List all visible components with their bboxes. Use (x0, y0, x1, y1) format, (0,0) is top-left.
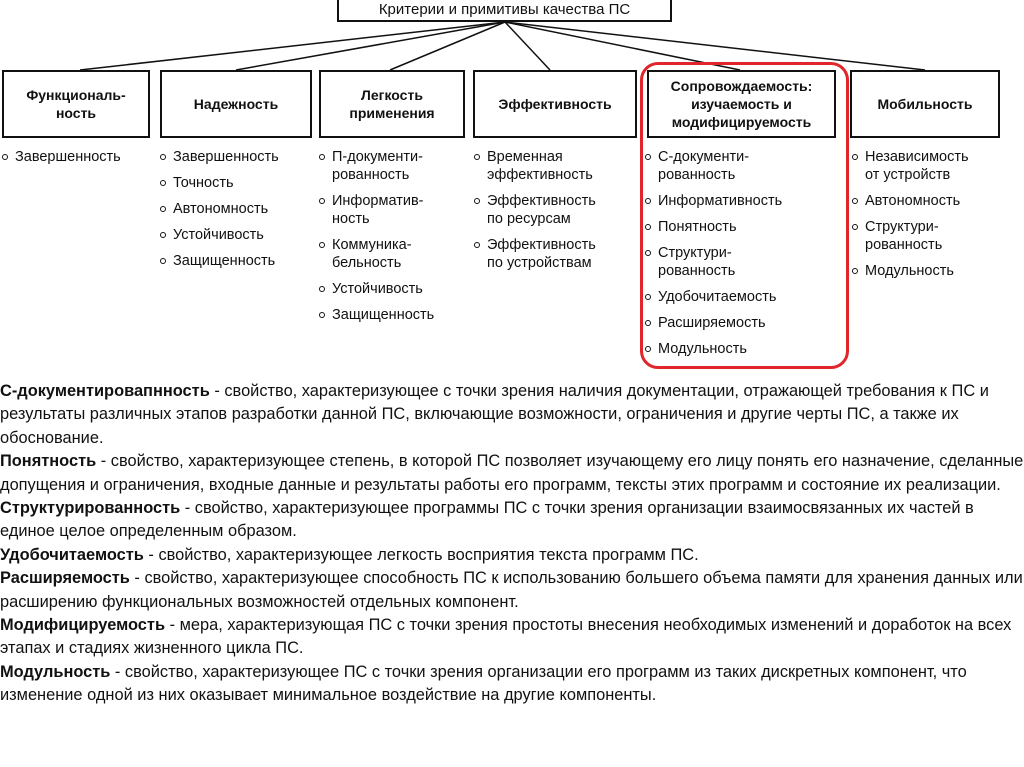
definition-paragraph (0, 450, 1024, 497)
definition-paragraph (0, 380, 1024, 450)
list-item-label: Расширяемость (658, 315, 766, 331)
list-item-label: Понятность (658, 219, 737, 235)
list-item-label: Модульность (658, 341, 747, 357)
bullet-icon (474, 242, 480, 248)
category-ease-of-use: Легкость применения (319, 70, 465, 138)
bullet-icon (160, 232, 166, 238)
list-item-label: Завершенность (15, 149, 121, 165)
list-item (645, 288, 782, 306)
bullet-icon (852, 268, 858, 274)
list-item (474, 148, 596, 184)
list-item-label: Временная эффективность (487, 149, 593, 183)
list-item (319, 148, 434, 184)
definition-paragraph (0, 614, 1024, 661)
bullet-icon (474, 198, 480, 204)
bullet-icon (319, 198, 325, 204)
list-item-label: Завершенность (173, 149, 279, 165)
definition-text: - мера, характеризующая ПС с точки зрения простоты внесения необходимых изменений и доработок на всех этапах и стадиях жизненного цикла ПС. (0, 616, 1012, 658)
definition-term: Модульность (0, 662, 111, 681)
category-functionality: Функциональ- ность (2, 70, 150, 138)
list-item (160, 226, 279, 244)
bullet-icon (645, 320, 651, 326)
definition-text: - свойство, характеризующее степень, в которой ПС позволяет изучающему его лицу понять его назначение, сделанные допущения и ограничения, входные данные и результаты работы его программ, тексты этих программ и состояние их реализации. (0, 452, 1024, 494)
bullet-icon (645, 198, 651, 204)
bullet-icon (474, 154, 480, 160)
list-item-label: Автономность (865, 193, 961, 209)
bullet-icon (160, 154, 166, 160)
list-item (645, 340, 782, 358)
list-item-label: Автономность (173, 201, 269, 217)
list-item-label: Коммуника- бельность (332, 237, 412, 271)
list-efficiency (474, 148, 596, 280)
list-item (319, 306, 434, 324)
list-item-label: Удобочитаемость (658, 289, 777, 305)
list-item (319, 192, 434, 228)
list-item-label: Защищенность (173, 253, 276, 269)
list-item-label: Устойчивость (173, 227, 264, 243)
definitions-block (0, 380, 1024, 708)
bullet-icon (645, 250, 651, 256)
definition-text: - свойство, характеризующее программы ПС с точки зрения организации взаимосвязанных их частей в единое целое определенным образом. (0, 499, 974, 541)
list-item (319, 280, 434, 298)
definition-text: - свойство, характеризующее легкость восприятия текста программ ПС. (143, 545, 699, 564)
definition-paragraph (0, 567, 1024, 614)
definition-term: Понятность (0, 452, 97, 471)
list-item-label: Информатив- ность (332, 193, 424, 227)
root-criteria-box: Критерии и примитивы качества ПС (337, 0, 672, 22)
list-item (852, 192, 969, 210)
list-item (474, 236, 596, 272)
list-item-label: Защищенность (332, 307, 435, 323)
list-item (160, 252, 279, 270)
list-item (160, 174, 279, 192)
list-item-label: Точность (173, 175, 234, 191)
bullet-icon (319, 312, 325, 318)
bullet-icon (319, 242, 325, 248)
bullet-icon (2, 154, 8, 160)
list-item-label: Информативность (658, 193, 783, 209)
category-efficiency: Эффективность (473, 70, 637, 138)
list-item (645, 314, 782, 332)
bullet-icon (319, 286, 325, 292)
list-item (645, 244, 782, 280)
list-maintainability (645, 148, 782, 366)
list-reliability (160, 148, 279, 278)
list-item (319, 236, 434, 272)
list-item (160, 148, 279, 166)
bullet-icon (160, 258, 166, 264)
bullet-icon (852, 154, 858, 160)
list-item (645, 148, 782, 184)
bullet-icon (852, 198, 858, 204)
list-item (645, 192, 782, 210)
list-item (474, 192, 596, 228)
list-functionality (2, 148, 121, 174)
definition-text: - свойство, характеризующее ПС с точки зрения организации его программ из таких дискретных компонент, что изменение одной из них оказывает минимальное воздействие на другие компоненты. (0, 662, 967, 705)
list-item-label: Эффективность по устройствам (487, 237, 596, 271)
bullet-icon (852, 224, 858, 230)
list-item-label: Структури- рованность (658, 245, 736, 279)
list-item (852, 262, 969, 280)
definition-term: Структурированность (0, 499, 181, 518)
bullet-icon (645, 346, 651, 352)
bullet-icon (645, 294, 651, 300)
definition-term: Расширяемость (0, 569, 130, 588)
definition-term: Удобочитаемость (0, 545, 144, 564)
list-ease-of-use (319, 148, 434, 332)
definition-paragraph (0, 661, 1024, 708)
list-item-label: Устойчивость (332, 281, 423, 297)
list-item (852, 218, 969, 254)
definition-term: С-документировапнность (0, 382, 210, 400)
list-item-label: Эффективность по ресурсам (487, 193, 596, 227)
list-item-label: С-документи- рованность (658, 149, 750, 183)
list-item (645, 218, 782, 236)
bullet-icon (160, 180, 166, 186)
list-item-label: Структури- рованность (865, 219, 943, 253)
bullet-icon (645, 224, 651, 230)
bullet-icon (319, 154, 325, 160)
category-maintainability: Сопровождаемость: изучаемость и модифицируемость (647, 70, 836, 138)
list-item (852, 148, 969, 184)
definition-text: - свойство, характеризующее способность ПС к использованию большего объема памяти для хранения данных или расширению функциональных возможностей отдельных компонент. (0, 569, 1023, 611)
category-reliability: Надежность (160, 70, 312, 138)
bullet-icon (645, 154, 651, 160)
list-item-label: П-документи- рованность (332, 149, 423, 183)
definition-paragraph (0, 497, 1024, 544)
definition-paragraph (0, 544, 1024, 567)
list-item-label: Независимость от устройств (865, 149, 969, 183)
list-item (2, 148, 121, 166)
category-portability: Мобильность (850, 70, 1000, 138)
definition-term: Модифицируемость (0, 616, 166, 635)
list-portability (852, 148, 969, 288)
list-item-label: Модульность (865, 263, 954, 279)
definition-text: - свойство, характеризующее с точки зрения наличия документации, отражающей требования к ПС и результаты различных этапов разработки данной ПС, включающие возможности, ограничения и другие черты ПС, а также их обоснование. (0, 382, 989, 447)
bullet-icon (160, 206, 166, 212)
list-item (160, 200, 279, 218)
